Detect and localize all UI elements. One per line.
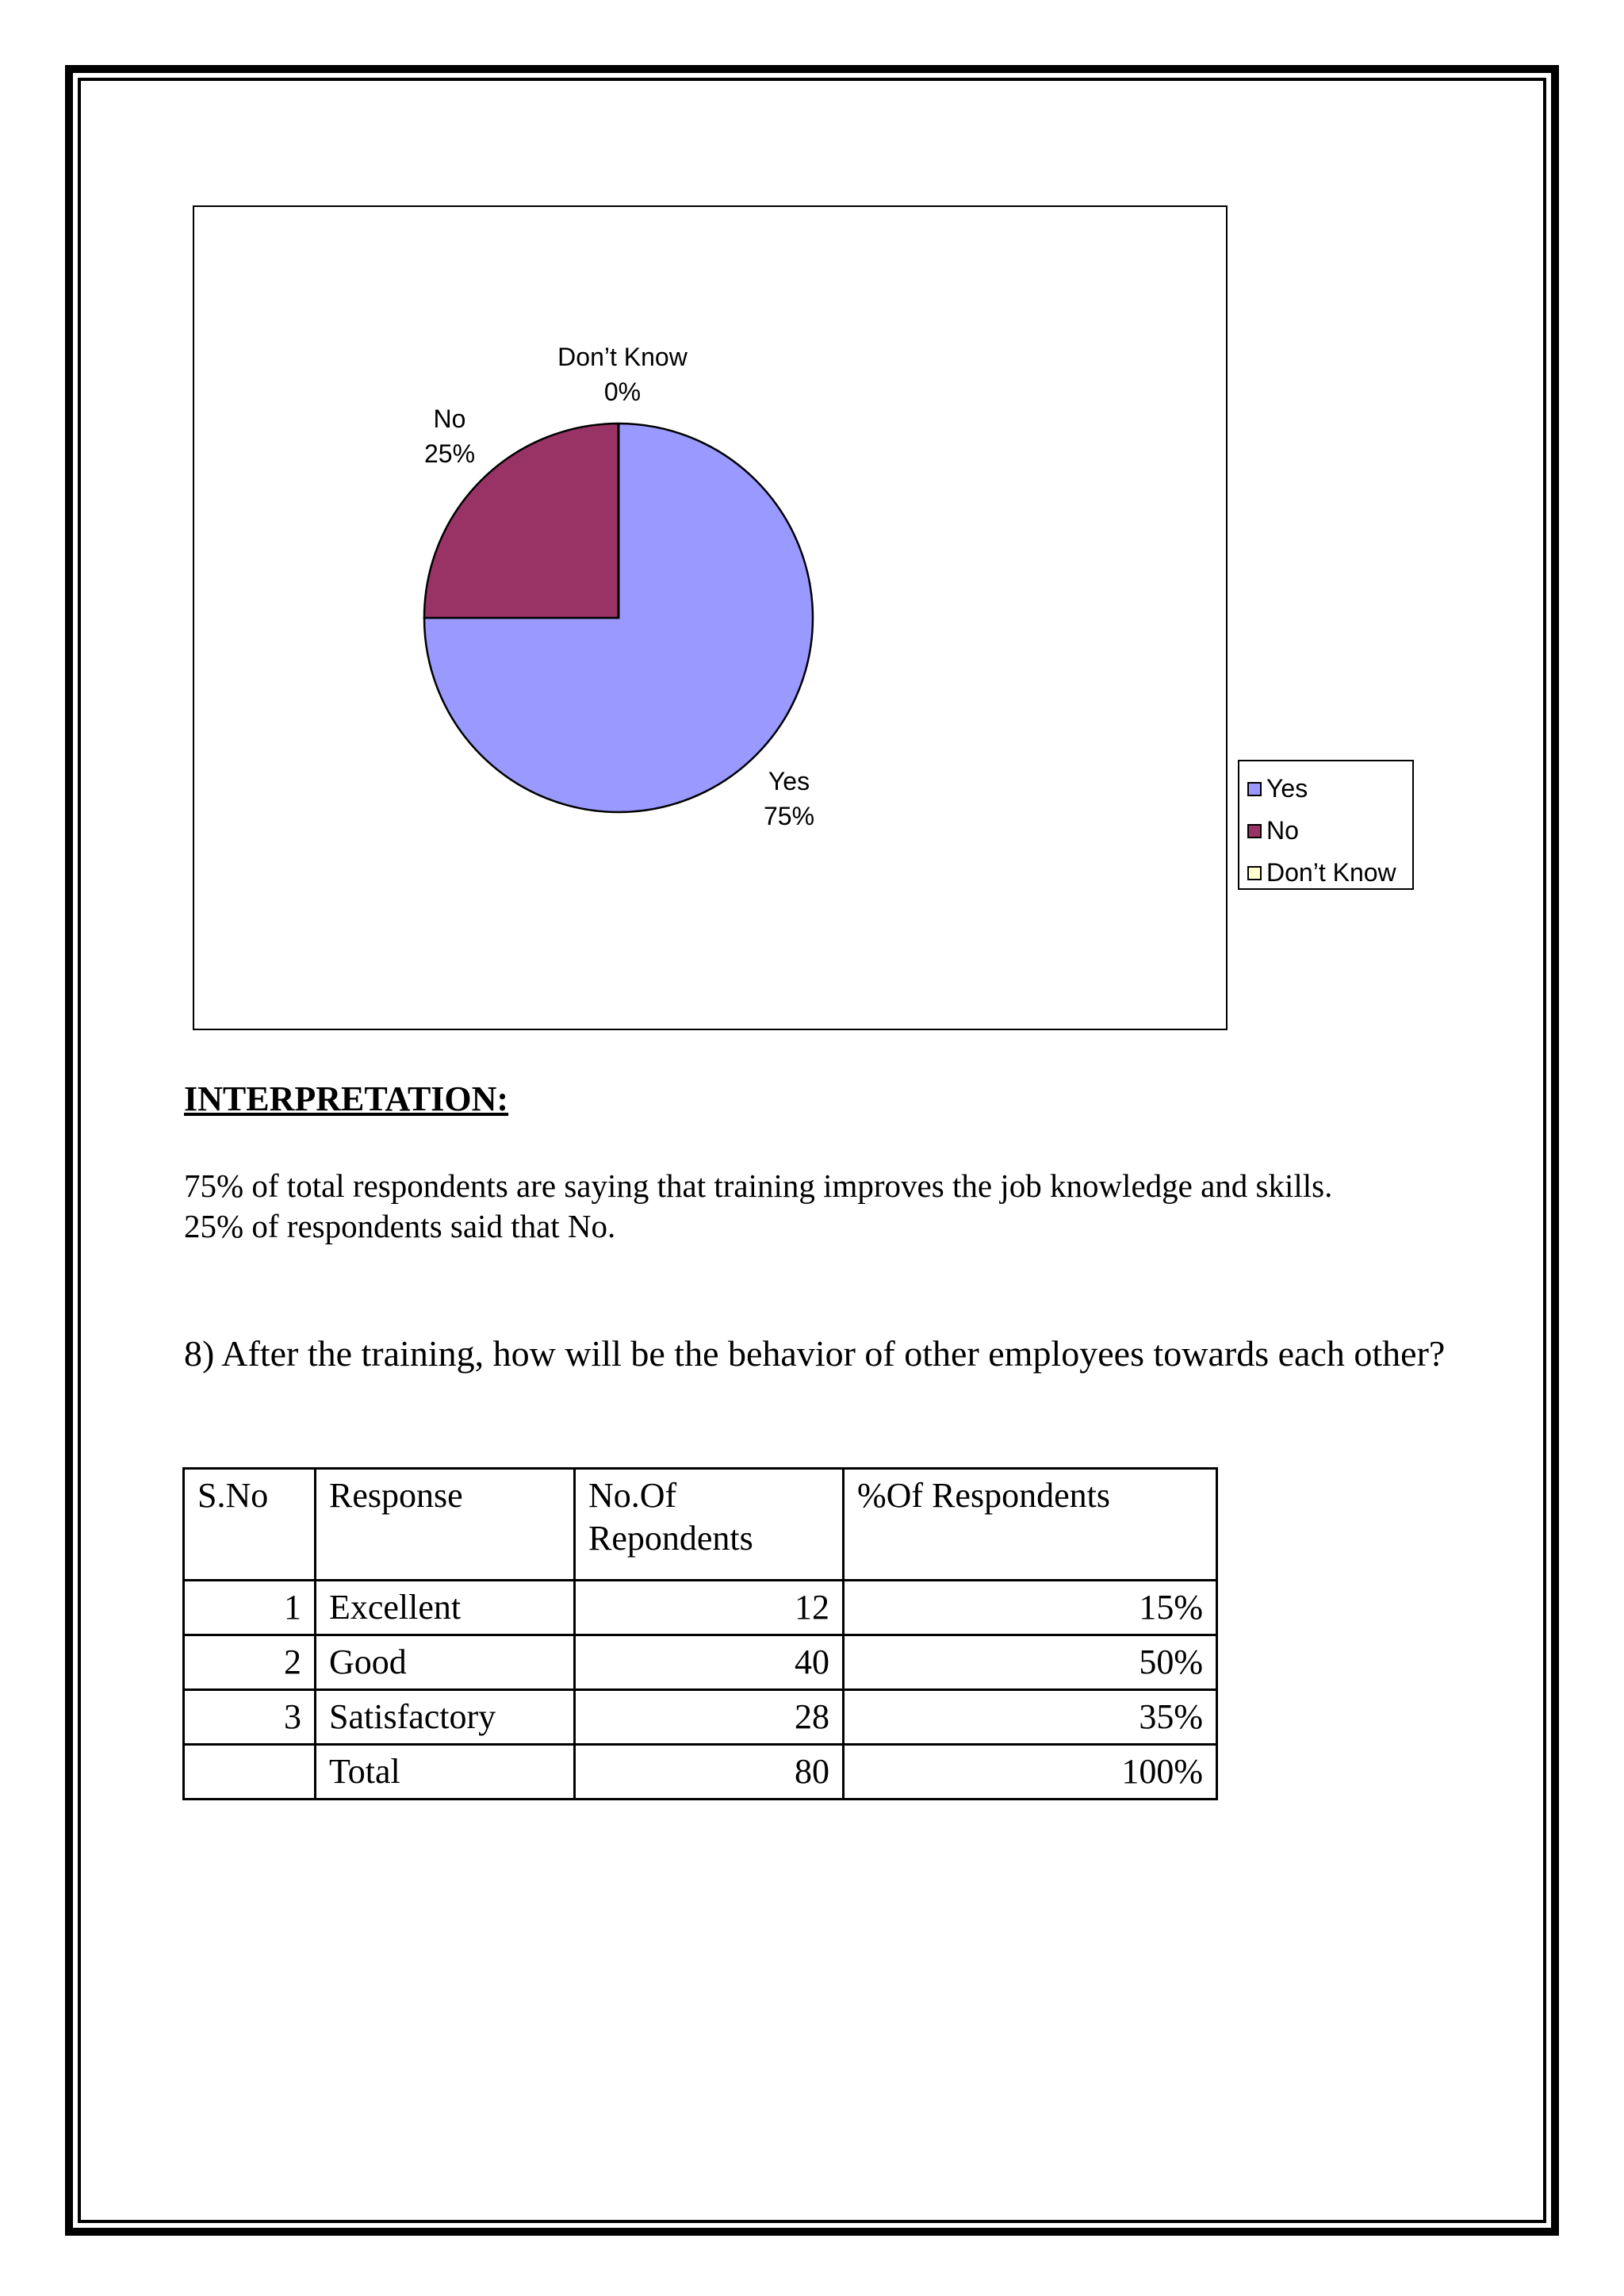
header-sno: S.No — [184, 1469, 316, 1581]
cell-sno — [184, 1745, 316, 1800]
cell-count: 40 — [575, 1635, 844, 1690]
cell-sno: 1 — [184, 1581, 316, 1635]
slice-label-yes-name: Yes — [768, 767, 810, 795]
cell-sno: 2 — [184, 1635, 316, 1690]
cell-count: 28 — [575, 1690, 844, 1745]
cell-count: 80 — [575, 1745, 844, 1800]
interpretation-line-2: 25% of respondents said that No. — [184, 1208, 616, 1244]
cell-response: Total — [316, 1745, 575, 1800]
interpretation-line-1: 75% of total respondents are saying that training improves the job knowledge and skills. — [184, 1167, 1333, 1204]
slice-label-dontknow-name: Don’t Know — [557, 343, 688, 371]
table-header-row — [184, 1469, 1217, 1581]
legend-item-dontknow — [1239, 852, 1412, 894]
legend-item-yes — [1239, 768, 1412, 810]
header-percent-respondents: %Of Respondents — [844, 1469, 1217, 1581]
responses-table — [182, 1467, 1218, 1800]
interpretation-text — [184, 1166, 1484, 1247]
slice-label-yes-percent: 75% — [763, 802, 815, 830]
cell-response: Satisfactory — [316, 1690, 575, 1745]
slice-label-no-name: No — [433, 404, 466, 433]
cell-count: 12 — [575, 1581, 844, 1635]
cell-response: Excellent — [316, 1581, 575, 1635]
legend-label-yes: Yes — [1266, 774, 1308, 803]
cell-percent: 35% — [844, 1690, 1217, 1745]
cell-percent: 50% — [844, 1635, 1217, 1690]
legend-label-dontknow: Don’t Know — [1266, 858, 1396, 887]
cell-percent: 15% — [844, 1581, 1217, 1635]
table-row — [184, 1690, 1217, 1745]
chart-legend — [1238, 760, 1414, 890]
legend-label-no: No — [1266, 816, 1299, 845]
pie-chart — [194, 207, 1229, 1032]
table-row — [184, 1581, 1217, 1635]
header-no-of-respondents: No.Of Repondents — [575, 1469, 844, 1581]
legend-item-no — [1239, 810, 1412, 852]
cell-sno: 3 — [184, 1690, 316, 1745]
pie-chart-area — [193, 205, 1396, 1030]
pie-slices — [424, 424, 813, 812]
interpretation-heading: INTERPRETATION: — [184, 1079, 509, 1118]
legend-swatch-yes — [1247, 782, 1262, 796]
table-row — [184, 1635, 1217, 1690]
legend-swatch-dontknow — [1247, 866, 1262, 880]
slice-label-dontknow-percent: 0% — [603, 378, 642, 406]
legend-swatch-no — [1247, 824, 1262, 838]
question-8: 8) After the training, how will be the behavior of other employees towards each other? — [184, 1333, 1446, 1374]
cell-response: Good — [316, 1635, 575, 1690]
slice-label-no-percent: 25% — [423, 439, 476, 468]
table-total-row — [184, 1745, 1217, 1800]
cell-percent: 100% — [844, 1745, 1217, 1800]
header-response: Response — [316, 1469, 575, 1581]
